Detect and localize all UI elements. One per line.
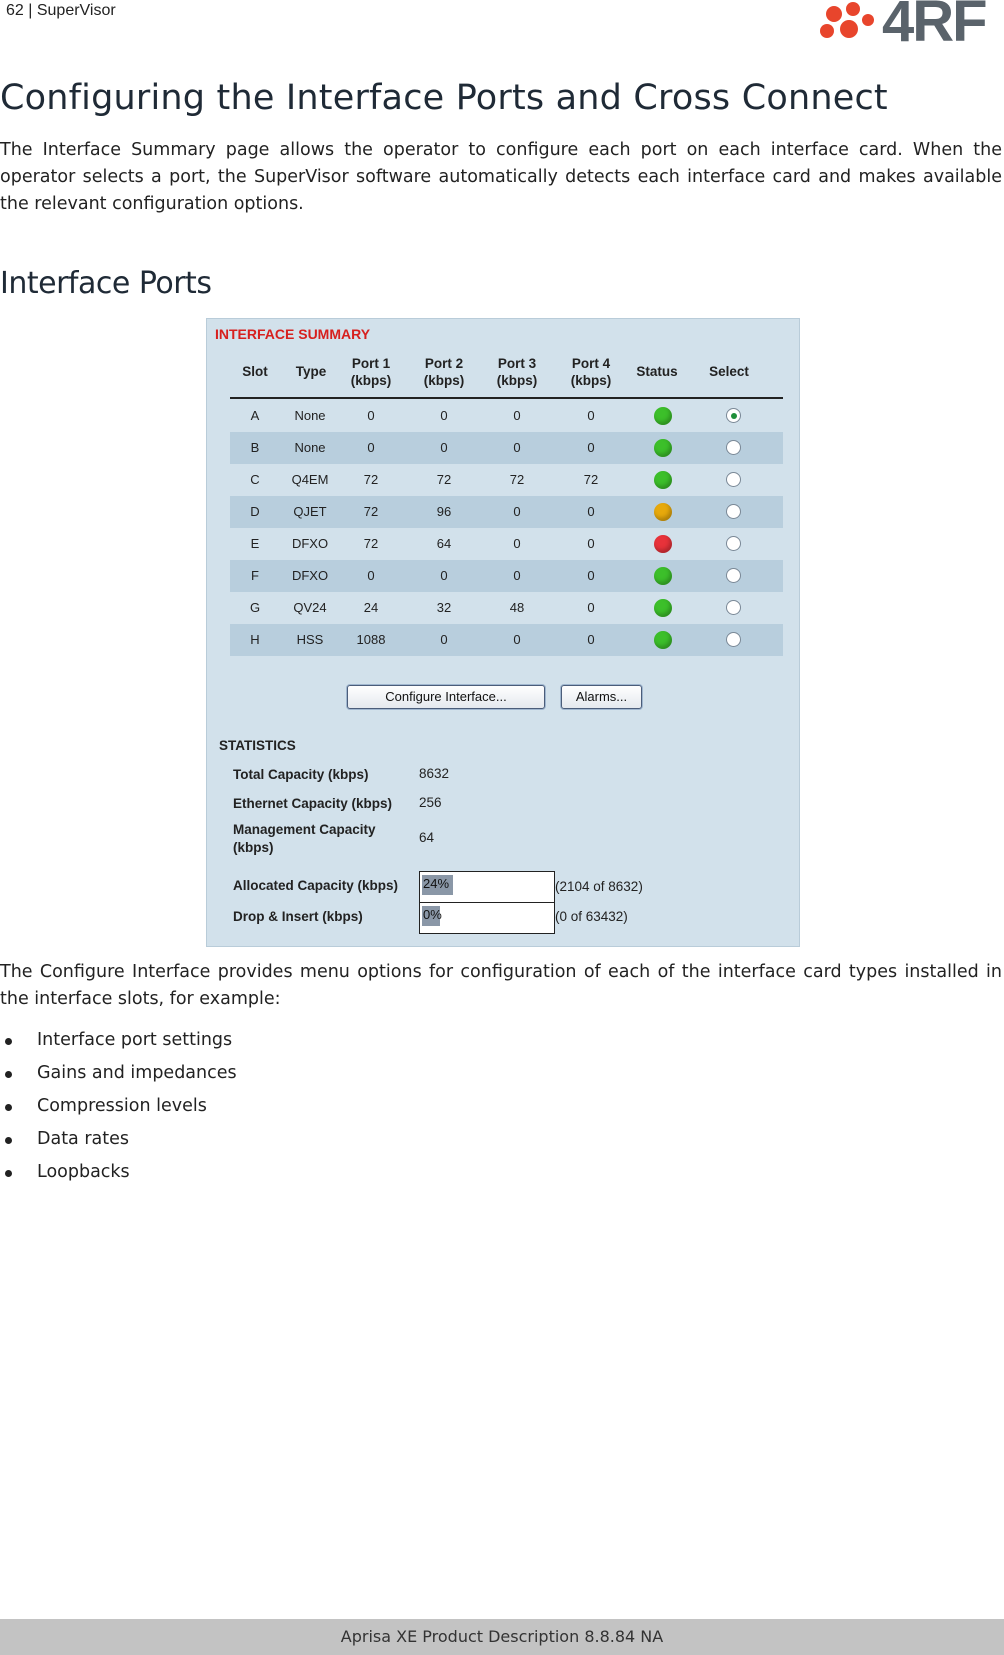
table-row xyxy=(230,496,783,528)
slot-cell: D xyxy=(250,504,260,519)
page-title: Configuring the Interface Ports and Cross Connect xyxy=(0,78,888,118)
status-light-icon xyxy=(654,631,672,649)
bullet-icon xyxy=(5,1038,12,1045)
column-header-slot: Slot xyxy=(242,364,268,379)
option-list xyxy=(0,1027,237,1192)
ethernet-capacity-label: Ethernet Capacity (kbps) xyxy=(233,796,393,811)
column-header-port4: Port 4 (kbps) xyxy=(570,356,612,388)
allocated-capacity-percent: 24% xyxy=(423,876,450,891)
port2-cell: 32 xyxy=(436,600,452,615)
bullet-icon xyxy=(5,1170,12,1177)
port2-cell: 96 xyxy=(436,504,452,519)
column-header-select: Select xyxy=(709,364,749,379)
list-item xyxy=(0,1093,237,1126)
port1-cell: 0 xyxy=(367,568,375,583)
port4-cell: 0 xyxy=(587,504,595,519)
statistics-title: STATISTICS xyxy=(219,738,296,753)
port2-cell: 0 xyxy=(440,408,448,423)
type-cell: DFXO xyxy=(291,568,329,583)
select-radio[interactable] xyxy=(726,440,741,455)
port1-cell: 72 xyxy=(363,472,379,487)
slot-cell: H xyxy=(250,632,260,647)
port3-cell: 0 xyxy=(513,504,521,519)
list-item-text: Interface port settings xyxy=(37,1030,233,1050)
list-item-text: Data rates xyxy=(37,1129,130,1149)
port1-cell: 24 xyxy=(363,600,379,615)
port4-cell: 0 xyxy=(587,440,595,455)
type-cell: None xyxy=(294,408,326,423)
table-row xyxy=(230,528,783,560)
port1-cell: 0 xyxy=(367,440,375,455)
status-light-icon xyxy=(654,567,672,585)
port4-cell: 0 xyxy=(587,536,595,551)
select-radio[interactable] xyxy=(726,408,741,423)
bullet-icon xyxy=(5,1104,12,1111)
status-light-icon xyxy=(654,599,672,617)
status-light-icon xyxy=(654,503,672,521)
list-item xyxy=(0,1159,237,1192)
drop-insert-label: Drop & Insert (kbps) xyxy=(233,909,363,924)
select-radio[interactable] xyxy=(726,600,741,615)
list-item xyxy=(0,1027,237,1060)
port4-cell: 0 xyxy=(587,632,595,647)
management-capacity-value: 64 xyxy=(419,830,435,845)
port2-cell: 72 xyxy=(436,472,452,487)
total-capacity-label: Total Capacity (kbps) xyxy=(233,767,369,782)
table-row xyxy=(230,592,783,624)
port2-cell: 64 xyxy=(436,536,452,551)
logo-dot xyxy=(862,14,874,26)
logo-dot xyxy=(826,6,842,22)
port3-cell: 0 xyxy=(513,440,521,455)
select-radio[interactable] xyxy=(726,632,741,647)
table-row xyxy=(230,560,783,592)
type-cell: None xyxy=(294,440,326,455)
port4-cell: 72 xyxy=(583,472,599,487)
status-light-icon xyxy=(654,439,672,457)
intro-paragraph: The Interface Summary page allows the operator to configure each port on each interface card. When the operator selects a port, the SuperVisor software automatically detects each interface card and makes available the relevant configuration options. xyxy=(0,140,1002,214)
logo-dot xyxy=(820,24,834,38)
interface-summary-title: INTERFACE SUMMARY xyxy=(215,326,371,342)
list-item-text: Gains and impedances xyxy=(37,1063,237,1083)
list-item-text: Compression levels xyxy=(37,1096,207,1116)
drop-insert-bar xyxy=(419,902,555,934)
table-header-rule xyxy=(230,397,783,399)
port4-cell: 0 xyxy=(587,408,595,423)
type-cell: Q4EM xyxy=(291,472,329,487)
port3-cell: 0 xyxy=(513,408,521,423)
management-capacity-label: Management Capacity (kbps) xyxy=(233,822,376,855)
bullet-icon xyxy=(5,1071,12,1078)
port4-cell: 0 xyxy=(587,568,595,583)
configure-interface-button[interactable]: Configure Interface... xyxy=(347,685,545,709)
section-title: Interface Ports xyxy=(0,266,212,301)
allocated-capacity-bar xyxy=(419,871,555,903)
allocated-capacity-note: (2104 of 8632) xyxy=(555,879,643,894)
type-cell: QV24 xyxy=(293,600,327,615)
port1-cell: 1088 xyxy=(356,632,386,647)
select-radio[interactable] xyxy=(726,504,741,519)
select-radio[interactable] xyxy=(726,536,741,551)
column-header-port1: Port 1 (kbps) xyxy=(350,356,392,388)
port2-cell: 0 xyxy=(440,632,448,647)
port3-cell: 0 xyxy=(513,536,521,551)
bullet-icon xyxy=(5,1137,12,1144)
drop-insert-note: (0 of 63432) xyxy=(555,909,628,924)
logo-dot xyxy=(840,20,858,38)
table-row xyxy=(230,624,783,656)
logo-dot xyxy=(846,2,860,16)
status-light-icon xyxy=(654,471,672,489)
select-radio[interactable] xyxy=(726,472,741,487)
allocated-capacity-label: Allocated Capacity (kbps) xyxy=(233,878,399,893)
port1-cell: 0 xyxy=(367,408,375,423)
port2-cell: 0 xyxy=(440,568,448,583)
4rf-logo xyxy=(818,0,1000,54)
table-row xyxy=(230,400,783,432)
slot-cell: F xyxy=(251,568,259,583)
ethernet-capacity-value: 256 xyxy=(419,795,442,810)
list-item xyxy=(0,1126,237,1159)
port3-cell: 0 xyxy=(513,568,521,583)
port3-cell: 48 xyxy=(509,600,525,615)
slot-cell: B xyxy=(250,440,260,455)
drop-insert-percent: 0% xyxy=(423,907,442,922)
port4-cell: 0 xyxy=(587,600,595,615)
list-item xyxy=(0,1060,237,1093)
type-cell: HSS xyxy=(296,632,324,647)
logo-text: 4RF xyxy=(882,0,986,54)
table-row xyxy=(230,432,783,464)
port1-cell: 72 xyxy=(363,536,379,551)
slot-cell: C xyxy=(250,472,260,487)
column-header-status: Status xyxy=(636,364,678,379)
port3-cell: 72 xyxy=(509,472,525,487)
interface-summary-screenshot xyxy=(206,318,800,947)
port1-cell: 72 xyxy=(363,504,379,519)
slot-cell: E xyxy=(250,536,260,551)
alarms-button[interactable]: Alarms... xyxy=(561,685,642,709)
column-header-type: Type xyxy=(295,364,327,379)
status-light-icon xyxy=(654,407,672,425)
configure-interface-paragraph: The Configure Interface provides menu options for configuration of each of the interface card types installed in the interface slots, for example: xyxy=(0,962,1002,1009)
status-light-icon xyxy=(654,535,672,553)
type-cell: QJET xyxy=(293,504,327,519)
port3-cell: 0 xyxy=(513,632,521,647)
slot-cell: G xyxy=(249,600,261,615)
type-cell: DFXO xyxy=(291,536,329,551)
page-footer: Aprisa XE Product Description 8.8.84 NA xyxy=(0,1619,1004,1655)
total-capacity-value: 8632 xyxy=(419,766,450,781)
select-radio[interactable] xyxy=(726,568,741,583)
column-header-port2: Port 2 (kbps) xyxy=(423,356,465,388)
column-header-port3: Port 3 (kbps) xyxy=(496,356,538,388)
table-row xyxy=(230,464,783,496)
slot-cell: A xyxy=(250,408,260,423)
list-item-text: Loopbacks xyxy=(37,1162,130,1182)
page-header: 62 | SuperVisor xyxy=(6,2,116,19)
port2-cell: 0 xyxy=(440,440,448,455)
